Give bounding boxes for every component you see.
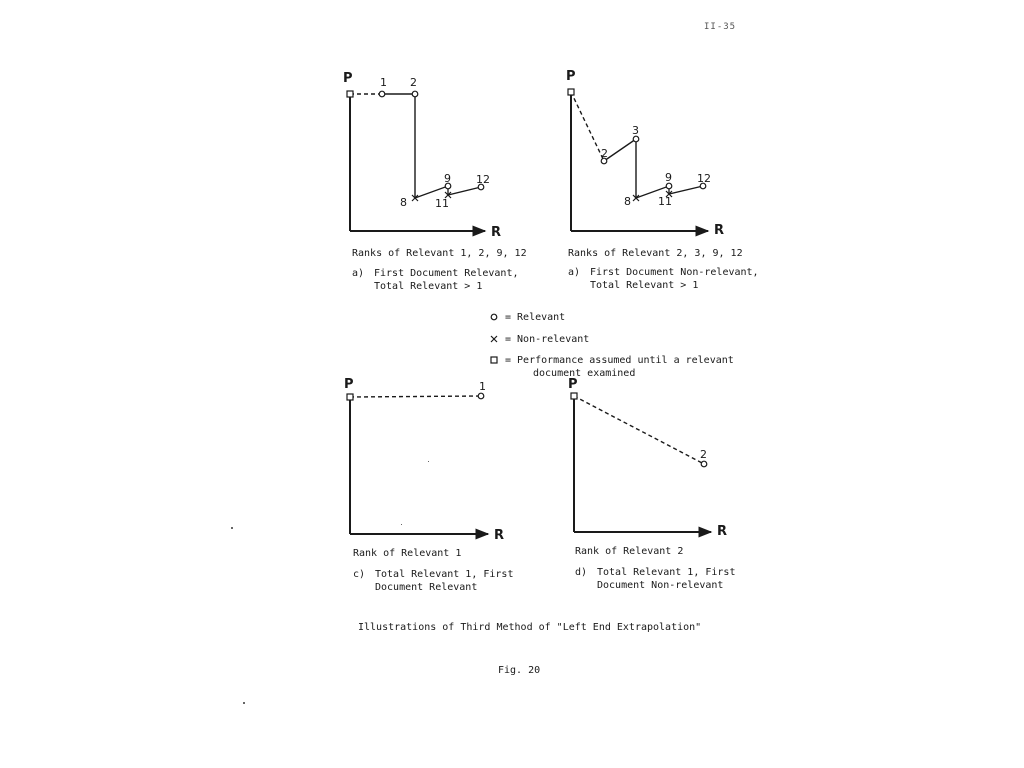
panel-a1-relevant-point bbox=[379, 91, 385, 97]
panel-c-caption-line2: Document Relevant bbox=[375, 582, 478, 593]
panel-d-assumed-marker bbox=[571, 393, 577, 399]
panel-d-graph bbox=[571, 393, 711, 532]
panel-d-dashed-segment bbox=[574, 396, 704, 464]
panel-d-axis-p: P bbox=[568, 377, 578, 392]
figure-caption: Illustrations of Third Method of "Left End Extrapolation" bbox=[358, 622, 702, 633]
panel-a2-caption-line1: First Document Non-relevant, bbox=[590, 267, 759, 278]
panel-a1-axis-r: R bbox=[491, 225, 502, 240]
panel-a1-point-label: 1 bbox=[380, 76, 387, 89]
panel-d-axis-r: R bbox=[717, 524, 728, 539]
panel-a2-point-label: 9 bbox=[665, 171, 672, 184]
panel-d-relevant-point bbox=[701, 461, 707, 467]
panel-a2-point-label: 2 bbox=[601, 147, 608, 160]
legend-nonrelevant-symbol bbox=[491, 336, 497, 342]
panel-c-axis-p: P bbox=[344, 377, 354, 392]
legend-relevant-symbol bbox=[491, 314, 497, 320]
scan-speck bbox=[231, 527, 233, 529]
panel-a1-relevant-point bbox=[412, 91, 418, 97]
panel-a2-caption-line2: Total Relevant > 1 bbox=[590, 280, 699, 291]
panel-a2-caption-label: a) bbox=[568, 267, 581, 278]
panel-a1-point-label: 11 bbox=[435, 197, 449, 210]
legend-assumed-text2: document examined bbox=[533, 368, 636, 379]
panel-a2-assumed-marker bbox=[568, 89, 574, 95]
figure-number: Fig. 20 bbox=[498, 665, 541, 676]
panel-c-assumed-marker bbox=[347, 394, 353, 400]
scan-speck bbox=[428, 461, 429, 462]
panel-c-caption-line1: Total Relevant 1, First bbox=[375, 569, 514, 580]
panel-a1-point-label: 9 bbox=[444, 172, 451, 185]
panel-d-point-label: 2 bbox=[700, 448, 707, 461]
panel-c-relevant-point bbox=[478, 393, 484, 399]
legend-symbols bbox=[491, 314, 497, 363]
panel-a2-axis-r: R bbox=[714, 223, 725, 238]
panel-a2-dashed-segment bbox=[571, 92, 604, 161]
panel-a2-relevant-point bbox=[666, 183, 672, 189]
panel-a2-relevant-point bbox=[633, 136, 639, 142]
panel-a2-point-label: 3 bbox=[632, 124, 639, 137]
panel-c-graph bbox=[347, 393, 488, 534]
panel-a2-curve bbox=[604, 139, 636, 198]
panel-a1-point-label: 2 bbox=[410, 76, 417, 89]
scan-speck bbox=[401, 524, 402, 525]
panel-a2-title: Ranks of Relevant 2, 3, 9, 12 bbox=[568, 248, 743, 259]
panel-a1-axis-p: P bbox=[343, 71, 353, 86]
panel-c-dashed-segment bbox=[350, 396, 481, 397]
panel-d-caption-label: d) bbox=[575, 567, 588, 578]
panel-a1-point-label: 12 bbox=[476, 173, 490, 186]
legend-assumed-text: = Performance assumed until a relevant bbox=[505, 355, 734, 366]
legend-relevant-text: = Relevant bbox=[505, 312, 566, 323]
panel-a2-point-label: 11 bbox=[658, 195, 672, 208]
page-number: II-35 bbox=[704, 22, 737, 32]
panel-d-caption-line2: Document Non-relevant bbox=[597, 580, 724, 591]
panel-a1-caption-line1: First Document Relevant, bbox=[374, 268, 519, 279]
panel-a1-assumed-marker bbox=[347, 91, 353, 97]
panel-a2-graph bbox=[568, 89, 708, 231]
legend-assumed-symbol bbox=[491, 357, 497, 363]
panel-a2-point-label: 8 bbox=[624, 195, 631, 208]
panel-a1-point-label: 8 bbox=[400, 196, 407, 209]
scan-speck bbox=[243, 702, 245, 704]
panel-d-title: Rank of Relevant 2 bbox=[575, 546, 684, 557]
panel-c-point-label: 1 bbox=[479, 380, 486, 393]
panel-a2-point-label: 12 bbox=[697, 172, 711, 185]
panel-d-caption-line1: Total Relevant 1, First bbox=[597, 567, 736, 578]
panel-c-caption-label: c) bbox=[353, 569, 366, 580]
panel-c-title: Rank of Relevant 1 bbox=[353, 548, 462, 559]
panel-a2-axis-p: P bbox=[566, 69, 576, 84]
panel-a1-caption-line2: Total Relevant > 1 bbox=[374, 281, 483, 292]
panel-a1-graph bbox=[347, 91, 485, 231]
legend-nonrelevant-text: = Non-relevant bbox=[505, 334, 590, 345]
panel-a1-title: Ranks of Relevant 1, 2, 9, 12 bbox=[352, 248, 527, 259]
panel-a1-caption-label: a) bbox=[352, 268, 365, 279]
panel-c-axis-r: R bbox=[494, 528, 505, 543]
